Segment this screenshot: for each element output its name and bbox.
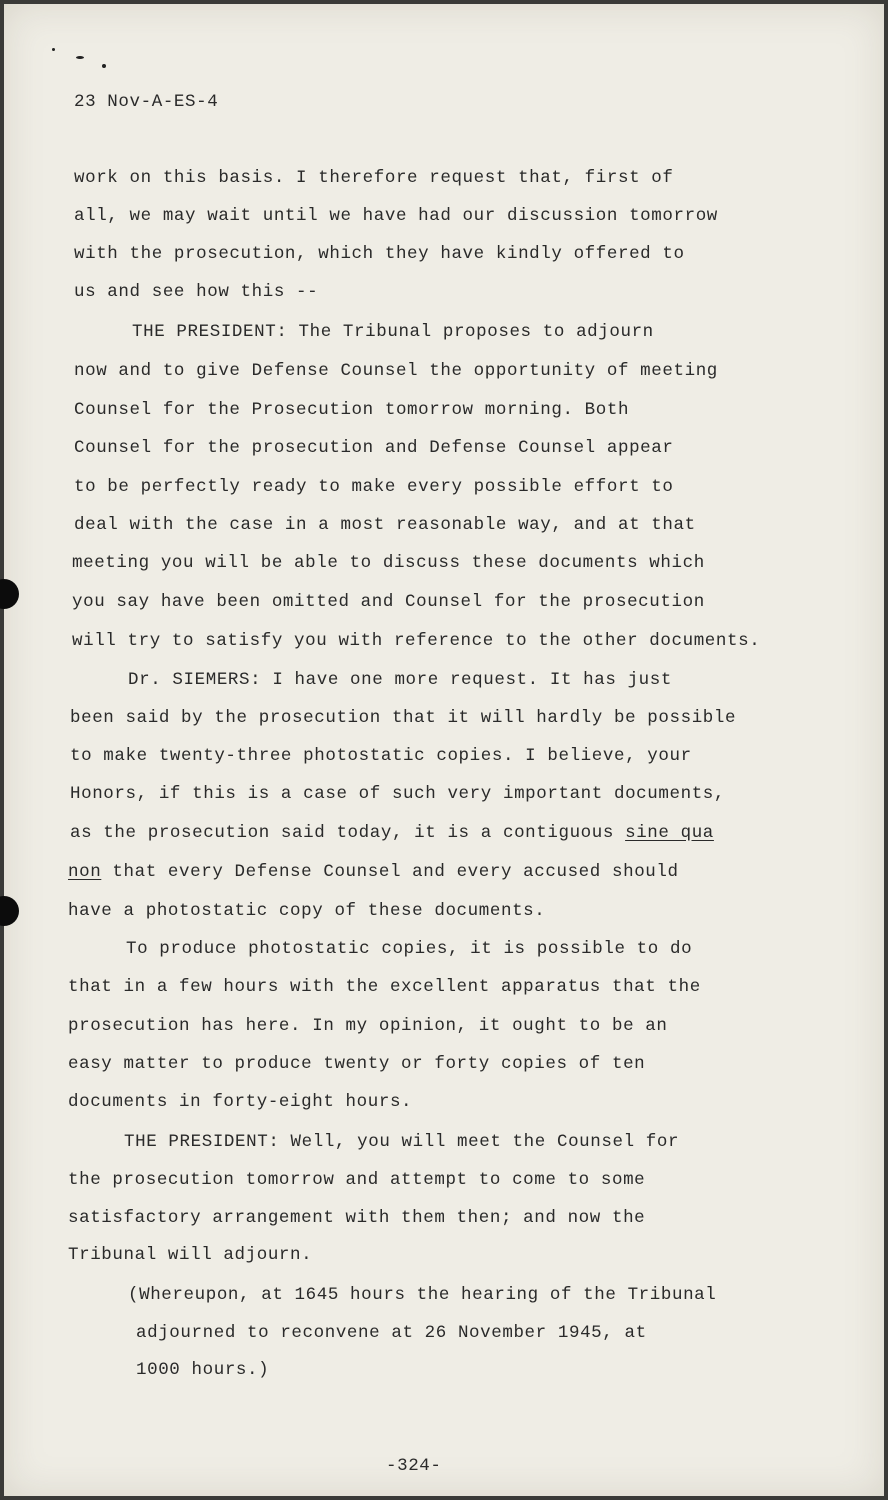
body-line: easy matter to produce twenty or forty copies of ten <box>68 1054 646 1074</box>
document-code: 23 Nov-A-ES-4 <box>74 92 219 112</box>
body-line: Counsel for the prosecution and Defense Counsel appear <box>74 438 674 458</box>
body-line: work on this basis. I therefore request that, first of <box>74 168 674 188</box>
underlined-phrase: sine qua <box>625 823 714 843</box>
body-line: that in a few hours with the excellent apparatus that the <box>68 977 701 997</box>
body-line <box>70 823 714 843</box>
body-line: to make twenty-three photostatic copies. I believe, your <box>70 746 692 766</box>
body-line <box>68 862 679 882</box>
body-line: Counsel for the Prosecution tomorrow morning. Both <box>74 400 630 420</box>
body-line: us and see how this -- <box>74 282 319 302</box>
body-line: now and to give Defense Counsel the opportunity of meeting <box>74 361 718 381</box>
body-line: THE PRESIDENT: Well, you will meet the Counsel for <box>124 1132 680 1152</box>
body-line: 1000 hours.) <box>136 1360 270 1380</box>
body-line: satisfactory arrangement with them then; and now the <box>68 1208 646 1228</box>
body-line: documents in forty-eight hours. <box>68 1092 413 1112</box>
body-text: as the prosecution said today, it is a contiguous <box>70 823 626 843</box>
ink-speck <box>52 48 55 51</box>
body-line: Honors, if this is a case of such very important documents, <box>70 784 726 804</box>
body-line: all, we may wait until we have had our discussion tomorrow <box>74 206 718 226</box>
ink-speck <box>102 64 106 68</box>
page-number: -324- <box>386 1456 442 1476</box>
body-line: will try to satisfy you with reference to the other documents. <box>72 631 761 651</box>
body-line: with the prosecution, which they have kindly offered to <box>74 244 685 264</box>
body-line: To produce photostatic copies, it is possible to do <box>126 939 693 959</box>
body-line: deal with the case in a most reasonable way, and at that <box>74 515 696 535</box>
body-line: adjourned to reconvene at 26 November 1945, at <box>136 1323 647 1343</box>
body-line: the prosecution tomorrow and attempt to come to some <box>68 1170 646 1190</box>
body-line: THE PRESIDENT: The Tribunal proposes to adjourn <box>132 322 654 342</box>
body-line: to be perfectly ready to make every possible effort to <box>74 477 674 497</box>
body-line: prosecution has here. In my opinion, it ought to be an <box>68 1016 668 1036</box>
body-line: meeting you will be able to discuss these documents which <box>72 553 705 573</box>
punch-hole <box>0 579 19 609</box>
punch-hole <box>0 896 19 926</box>
body-text: that every Defense Counsel and every accused should <box>101 862 679 882</box>
document-page <box>4 4 884 1496</box>
body-line: have a photostatic copy of these documents. <box>68 901 546 921</box>
body-line: Dr. SIEMERS: I have one more request. It has just <box>128 670 672 690</box>
body-line: you say have been omitted and Counsel for the prosecution <box>72 592 705 612</box>
underlined-phrase: non <box>68 862 102 882</box>
body-line: (Whereupon, at 1645 hours the hearing of the Tribunal <box>128 1285 717 1305</box>
body-line: been said by the prosecution that it will hardly be possible <box>70 708 737 728</box>
ink-speck <box>76 56 84 59</box>
body-line: Tribunal will adjourn. <box>68 1245 313 1265</box>
